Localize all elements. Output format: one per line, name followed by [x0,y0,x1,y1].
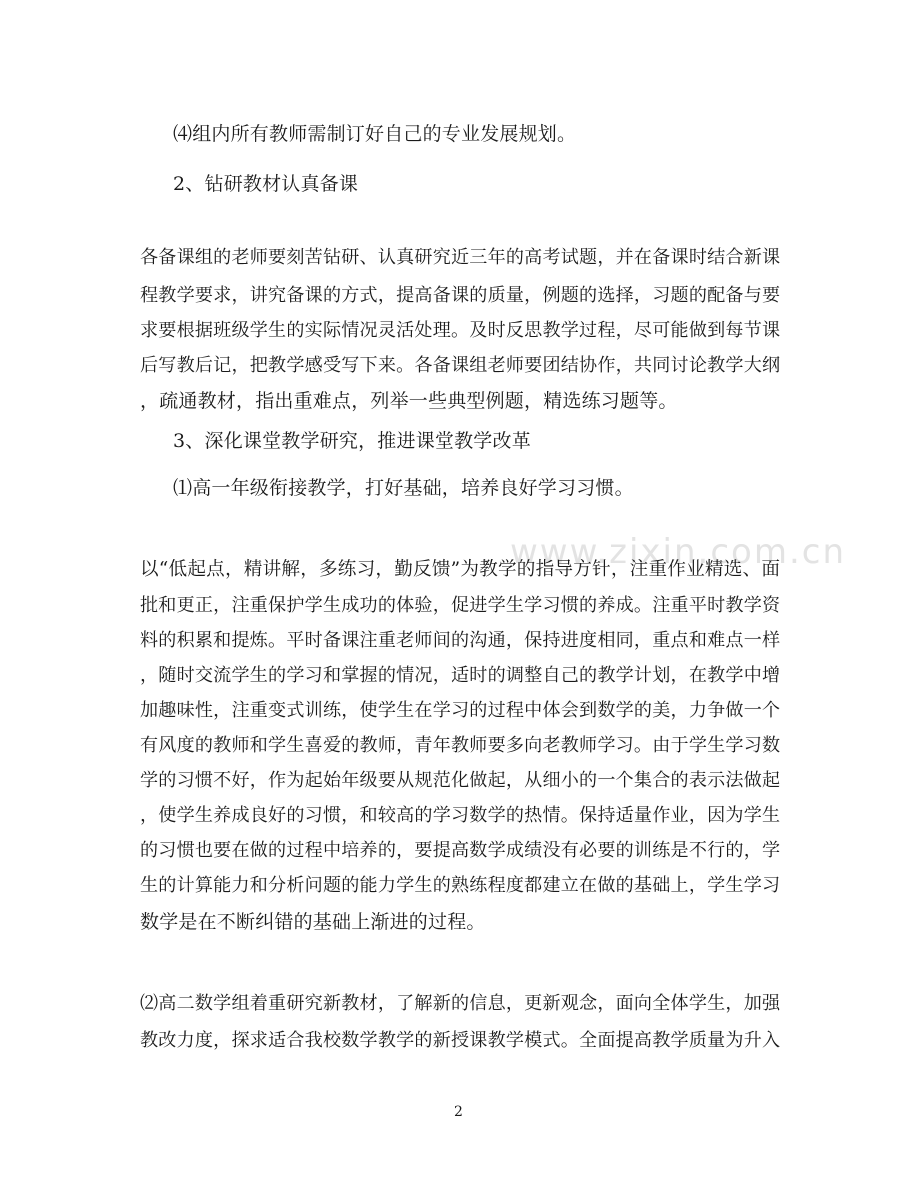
paragraph-line: 加趣味性，注重变式训练，使学生在学习的过程中体会到数学的美，力争做一个 [140,700,781,721]
paragraph-line: 以“低起点，精讲解，多练习，勤反馈”为教学的指导方针，注重作业精选、面 [140,559,781,580]
section-heading: 2、钻研教材认真备课 [173,173,359,195]
paragraph-line: 的习惯也要在做的过程中培养的，要提高数学成绩没有必要的训练是不行的，学 [140,840,781,861]
page-number: 2 [454,1104,463,1120]
paragraph-line: 有风度的教师和学生喜爱的教师，青年教师要多向老教师学习。由于学生学习数 [140,735,781,756]
paragraph-line: 数学是在不断纠错的基础上渐进的过程。 [140,911,486,933]
paragraph-line: ⑵高二数学组着重研究新教材，了解新的信息，更新观念，面向全体学生，加强 [140,993,781,1014]
watermark: www.zixin.com.cn [510,532,846,572]
paragraph-line: 求要根据班级学生的实际情况灵活处理。及时反思教学过程，尽可能做到每节课 [140,320,781,341]
paragraph-line: 学的习惯不好，作为起始年级要从规范化做起，从细小的一个集合的表示法做起 [140,770,781,791]
paragraph-line: 后写教后记，把教学感受写下来。各备课组老师要团结协作，共同讨论教学大纲 [140,355,781,376]
paragraph-line: ，使学生养成良好的习惯，和较高的学习数学的热情。保持适量作业，因为学生 [140,805,781,826]
paragraph-line: 程教学要求，讲究备课的方式，提高备课的质量，例题的选择，习题的配备与要 [140,285,781,306]
section-heading: 3、深化课堂教学研究，推进课堂教学改革 [173,430,531,452]
paragraph-line: 生的计算能力和分析问题的能力学生的熟练程度都建立在做的基础上，学生学习 [140,875,781,896]
paragraph-line: ，随时交流学生的学习和掌握的情况，适时的调整自己的教学计划，在教学中增 [140,665,781,686]
paragraph-line: 批和更正，注重保护学生成功的体验，促进学生学习惯的养成。注重平时教学资 [140,595,781,616]
list-item: ⑷组内所有教师需制订好自己的专业发展规划。 [173,123,577,145]
paragraph-line: ，疏通教材，指出重难点，列举一些典型例题，精选练习题等。 [140,390,678,412]
list-item: ⑴高一年级衔接教学，打好基础，培养良好学习习惯。 [173,477,634,499]
paragraph-line: 教改力度，探求适合我校数学教学的新授课教学模式。全面提高教学质量为升入 [140,1030,781,1051]
paragraph-line: 料的积累和提炼。平时备课注重老师间的沟通，保持进度相同，重点和难点一样 [140,630,781,651]
paragraph-line: 各备课组的老师要刻苦钻研、认真研究近三年的高考试题，并在备课时结合新课 [140,247,781,268]
